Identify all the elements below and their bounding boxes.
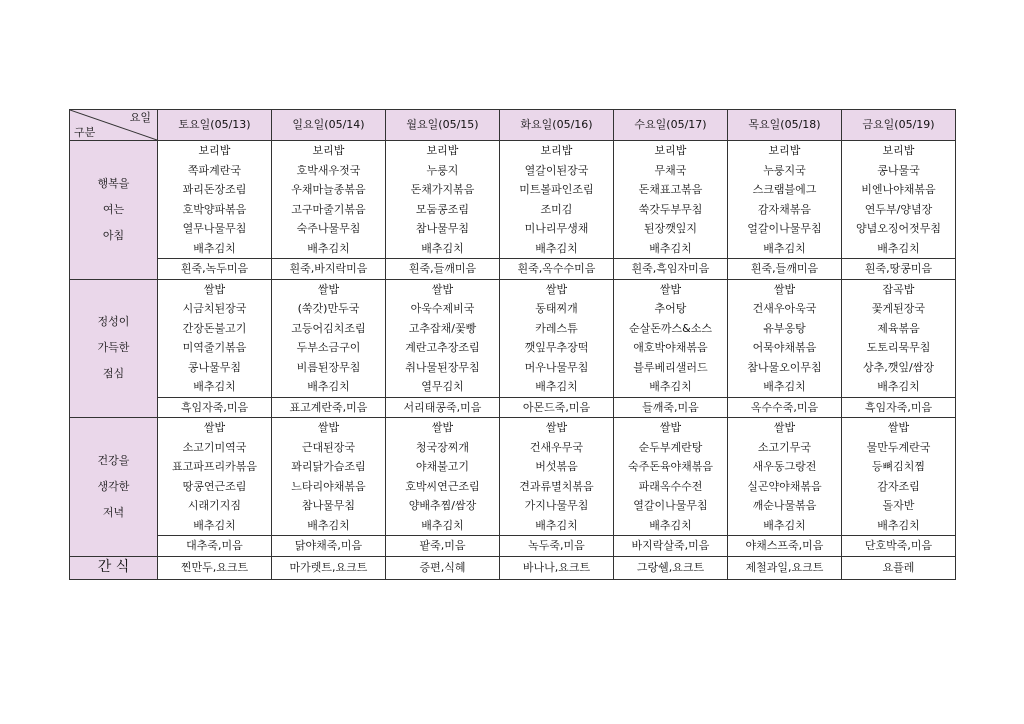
menu-item: 배추김치 (193, 241, 236, 255)
menu-item: 버섯볶음 (535, 460, 578, 473)
menu-cell (500, 141, 614, 259)
menu-item: 배추김치 (877, 518, 920, 532)
menu-item: 배추김치 (193, 518, 236, 532)
menu-item: 조미김 (540, 202, 573, 216)
menu-item: 돌자반 (882, 499, 915, 512)
menu-item: 쑥갓두부무침 (638, 202, 703, 216)
menu-item: 배추김치 (877, 241, 920, 255)
menu-item: 쌀밥 (431, 421, 454, 434)
category-axis-label: 구분 (74, 126, 96, 139)
menu-item: 보리밥 (198, 144, 231, 157)
meal-label-line: 건강을 (97, 453, 130, 467)
menu-cell (500, 279, 614, 397)
menu-item: 열갈이된장국 (524, 163, 589, 177)
menu-item: 배추김치 (763, 241, 806, 255)
day-header: 수요일(05/17) (614, 110, 728, 141)
menu-item: 간장돈불고기 (182, 321, 247, 335)
meal-label-line: 저녁 (102, 505, 125, 519)
menu-item: 꽈리닭가슴조림 (291, 460, 366, 473)
menu-item: 미나리무생채 (524, 222, 589, 235)
menu-item: 머우나물무침 (524, 360, 589, 374)
menu-item: 시금치된장국 (182, 302, 247, 315)
menu-item: 견과류멸치볶음 (519, 479, 594, 493)
menu-item: 고추잡채/꽃빵 (408, 321, 477, 335)
menu-item: 양념오징어젓무침 (855, 222, 941, 235)
menu-item: 취나물된장무침 (405, 360, 480, 374)
menu-item: 꽃게된장국 (871, 302, 926, 315)
menu-item: 돈채표고볶음 (638, 183, 703, 196)
menu-cell (272, 279, 386, 397)
snack-label: 간 식 (70, 556, 158, 579)
menu-cell (728, 418, 842, 536)
day-axis-label: 요일 (129, 111, 151, 124)
menu-item: 무채국 (654, 163, 687, 177)
menu-item: 보리밥 (426, 144, 459, 157)
menu-item: 유부옹탕 (763, 321, 806, 335)
menu-item: 열무김치 (421, 380, 464, 393)
snack-cell: 요플레 (842, 556, 956, 579)
menu-item: 제육볶음 (877, 321, 920, 335)
menu-cell (158, 418, 272, 536)
menu-item: 등뼈김치찜 (871, 460, 926, 473)
menu-cell (842, 279, 956, 397)
day-header: 토요일(05/13) (158, 110, 272, 141)
header-row (70, 110, 956, 141)
menu-item: 고등어김치조림 (291, 321, 366, 335)
porridge-cell: 흰죽,들깨미음 (728, 259, 842, 280)
snack-cell: 바나나,요크트 (500, 556, 614, 579)
meal-label-line: 생각한 (97, 479, 130, 493)
menu-item: 어묵야채볶음 (752, 341, 817, 354)
menu-item: 파래옥수수전 (638, 479, 703, 493)
menu-item: 두부소금구이 (296, 341, 361, 354)
menu-item: 배추김치 (307, 380, 350, 393)
menu-item: 쌀밥 (887, 421, 910, 434)
menu-item: 쌀밥 (317, 282, 340, 296)
menu-item: 쌀밥 (203, 421, 226, 434)
menu-item: 참나물무침 (301, 499, 356, 512)
menu-item: 쌀밥 (659, 421, 682, 434)
menu-cell (842, 141, 956, 259)
menu-item: 콩나물국 (877, 163, 920, 177)
porridge-cell: 팥죽,미음 (386, 536, 500, 557)
menu-item: 계란고추장조림 (405, 341, 480, 354)
menu-item: 실곤약야채볶음 (747, 479, 822, 493)
snack-cell: 증편,식혜 (386, 556, 500, 579)
menu-cell (386, 418, 500, 536)
menu-item: 숙주돈육야채볶음 (627, 460, 713, 473)
menu-item: 가지나물무침 (524, 499, 589, 512)
breakfast-row (70, 141, 956, 259)
porridge-cell: 아몬드죽,미음 (500, 397, 614, 418)
breakfast-porridge-row (70, 259, 956, 280)
menu-item: 열무나물무침 (182, 222, 247, 235)
menu-item: 호박새우젓국 (296, 163, 361, 177)
menu-item: 쌀밥 (773, 421, 796, 434)
menu-item: 야채불고기 (415, 460, 470, 473)
dinner-row (70, 418, 956, 536)
dinner-label (70, 418, 158, 557)
snack-cell: 그랑쉘,요크트 (614, 556, 728, 579)
day-header: 화요일(05/16) (500, 110, 614, 141)
menu-item: 얼갈이나물무침 (747, 222, 822, 235)
day-header: 목요일(05/18) (728, 110, 842, 141)
menu-item: 미트볼파인조림 (519, 183, 594, 196)
menu-cell (614, 279, 728, 397)
menu-item: 느타리야채볶음 (291, 479, 366, 493)
menu-cell (614, 418, 728, 536)
menu-item: 보리밥 (312, 144, 345, 157)
porridge-cell: 야채스프죽,미음 (728, 536, 842, 557)
menu-cell (158, 141, 272, 259)
menu-item: 감자조림 (877, 479, 920, 493)
menu-item: 양배추찜/쌈장 (408, 499, 477, 512)
day-header: 금요일(05/19) (842, 110, 956, 141)
porridge-cell: 대추죽,미음 (158, 536, 272, 557)
menu-item: 배추김치 (193, 380, 236, 393)
menu-item: 쌀밥 (545, 421, 568, 434)
menu-cell (842, 418, 956, 536)
menu-item: 배추김치 (763, 518, 806, 532)
porridge-cell: 흰죽,바지락미음 (272, 259, 386, 280)
menu-item: 깨순나물볶음 (752, 499, 817, 512)
porridge-cell: 바지락살죽,미음 (614, 536, 728, 557)
menu-item: 열갈이나물무침 (633, 499, 708, 512)
menu-item: 쌀밥 (431, 282, 454, 296)
day-header: 일요일(05/14) (272, 110, 386, 141)
menu-item: 동태찌개 (535, 302, 578, 315)
menu-cell (614, 141, 728, 259)
meal-label-line: 점심 (102, 367, 125, 381)
breakfast-label (70, 141, 158, 280)
menu-item: 배추김치 (535, 241, 578, 255)
lunch-label (70, 279, 158, 418)
menu-item: 배추김치 (421, 518, 464, 532)
menu-item: 보리밥 (540, 144, 573, 157)
menu-item: 배추김치 (535, 518, 578, 532)
menu-item: 새우동그랑전 (752, 460, 817, 473)
porridge-cell: 단호박죽,미음 (842, 536, 956, 557)
menu-item: 배추김치 (649, 380, 692, 393)
porridge-cell: 옥수수죽,미음 (728, 397, 842, 418)
menu-item: 연두부/양념장 (864, 202, 933, 216)
porridge-cell: 흰죽,옥수수미음 (500, 259, 614, 280)
menu-cell (500, 418, 614, 536)
lunch-row (70, 279, 956, 397)
menu-cell (728, 141, 842, 259)
menu-item: 건새우아욱국 (752, 302, 817, 315)
menu-cell (728, 279, 842, 397)
menu-item: 참나물오이무침 (747, 360, 822, 374)
porridge-cell: 닭야채죽,미음 (272, 536, 386, 557)
menu-item: 미역줄기볶음 (182, 341, 247, 354)
dinner-porridge-row (70, 536, 956, 557)
menu-item: 보리밥 (768, 144, 801, 157)
menu-cell (272, 141, 386, 259)
menu-item: 참나물무침 (415, 222, 470, 235)
menu-item: 잡곡밥 (882, 282, 915, 296)
menu-cell (158, 279, 272, 397)
menu-item: 감자채볶음 (757, 202, 812, 216)
menu-item: 쌀밥 (203, 282, 226, 296)
menu-item: 추어탕 (654, 302, 687, 315)
menu-item: 배추김치 (535, 380, 578, 393)
menu-item: 비엔나야채볶음 (861, 183, 936, 196)
menu-item: 우채마늘종볶음 (291, 183, 366, 196)
menu-item: 돈채가지볶음 (410, 183, 475, 196)
porridge-cell: 들깨죽,미음 (614, 397, 728, 418)
menu-cell (272, 418, 386, 536)
menu-item: (쑥갓)만두국 (297, 302, 360, 315)
menu-item: 아욱수제비국 (410, 302, 475, 315)
menu-item: 근대된장국 (301, 440, 356, 454)
menu-item: 도토리묵무침 (866, 341, 931, 354)
porridge-cell: 흰죽,땅콩미음 (842, 259, 956, 280)
menu-item: 쌀밥 (317, 421, 340, 434)
menu-item: 쌀밥 (773, 282, 796, 296)
menu-item: 쌀밥 (545, 282, 568, 296)
porridge-cell: 흰죽,녹두미음 (158, 259, 272, 280)
menu-item: 누룽지 (426, 163, 459, 177)
menu-item: 깻잎무추장떡 (524, 341, 589, 354)
porridge-cell: 흑임자죽,미음 (158, 397, 272, 418)
menu-item: 된장깻잎지 (643, 222, 698, 235)
menu-item: 보리밥 (654, 144, 687, 157)
menu-cell (386, 141, 500, 259)
menu-item: 고구마줄기볶음 (291, 202, 366, 216)
menu-item: 콩나물무침 (187, 360, 242, 374)
meal-label-line: 아침 (102, 228, 125, 242)
menu-item: 스크램블에그 (752, 183, 817, 196)
menu-item: 숙주나물무침 (296, 222, 361, 235)
menu-item: 배추김치 (421, 241, 464, 255)
menu-item: 배추김치 (307, 518, 350, 532)
day-header: 월요일(05/15) (386, 110, 500, 141)
menu-item: 애호박야채볶음 (633, 341, 708, 354)
menu-item: 순살돈까스&소스 (629, 321, 712, 335)
menu-item: 모둠콩조림 (415, 202, 470, 216)
porridge-cell: 흑임자죽,미음 (842, 397, 956, 418)
snack-cell: 제철과일,요크트 (728, 556, 842, 579)
menu-item: 쌀밥 (659, 282, 682, 296)
menu-item: 표고파프리카볶음 (171, 460, 257, 473)
meal-label-line: 여는 (102, 202, 125, 216)
porridge-cell: 녹두죽,미음 (500, 536, 614, 557)
menu-item: 땅콩연근조림 (182, 479, 247, 493)
porridge-cell: 흰죽,흑임자미음 (614, 259, 728, 280)
menu-cell (386, 279, 500, 397)
menu-item: 배추김치 (763, 380, 806, 393)
menu-item: 블루베리샐러드 (633, 360, 708, 374)
porridge-cell: 표고계란죽,미음 (272, 397, 386, 418)
menu-item: 꽈리돈장조림 (182, 183, 247, 196)
menu-item: 호박씨연근조림 (405, 479, 480, 493)
menu-item: 상추,깻잎/쌈장 (863, 360, 934, 374)
menu-item: 물만두계란국 (866, 440, 931, 454)
porridge-cell: 흰죽,들깨미음 (386, 259, 500, 280)
menu-item: 호박양파볶음 (182, 202, 247, 216)
menu-item: 청국장찌개 (415, 440, 470, 454)
snack-cell: 마가렛트,요크트 (272, 556, 386, 579)
meal-label-line: 가득한 (97, 341, 130, 355)
menu-item: 보리밥 (882, 144, 915, 157)
menu-item: 카레스튜 (535, 321, 578, 335)
meal-label-line: 정성이 (97, 315, 130, 329)
lunch-porridge-row (70, 397, 956, 418)
menu-item: 누룽지국 (763, 163, 806, 177)
meal-label-line: 행복을 (97, 176, 130, 190)
menu-item: 배추김치 (307, 241, 350, 255)
porridge-cell: 서리태콩죽,미음 (386, 397, 500, 418)
menu-item: 배추김치 (649, 241, 692, 255)
menu-item: 소고기미역국 (182, 440, 247, 454)
menu-item: 순두부계란탕 (638, 440, 703, 454)
menu-item: 시래기지짐 (187, 499, 242, 512)
meal-table-body (70, 141, 956, 557)
menu-item: 배추김치 (649, 518, 692, 532)
snack-cell: 찐만두,요크트 (158, 556, 272, 579)
snack-row (70, 556, 956, 579)
meal-plan-table (69, 109, 956, 580)
menu-item: 배추김치 (877, 380, 920, 393)
menu-item: 쪽파계란국 (187, 163, 242, 177)
menu-item: 소고기무국 (757, 440, 812, 454)
menu-item: 비름된장무침 (296, 360, 361, 374)
header-corner-cell (70, 110, 158, 141)
menu-item: 건새우무국 (529, 440, 584, 454)
